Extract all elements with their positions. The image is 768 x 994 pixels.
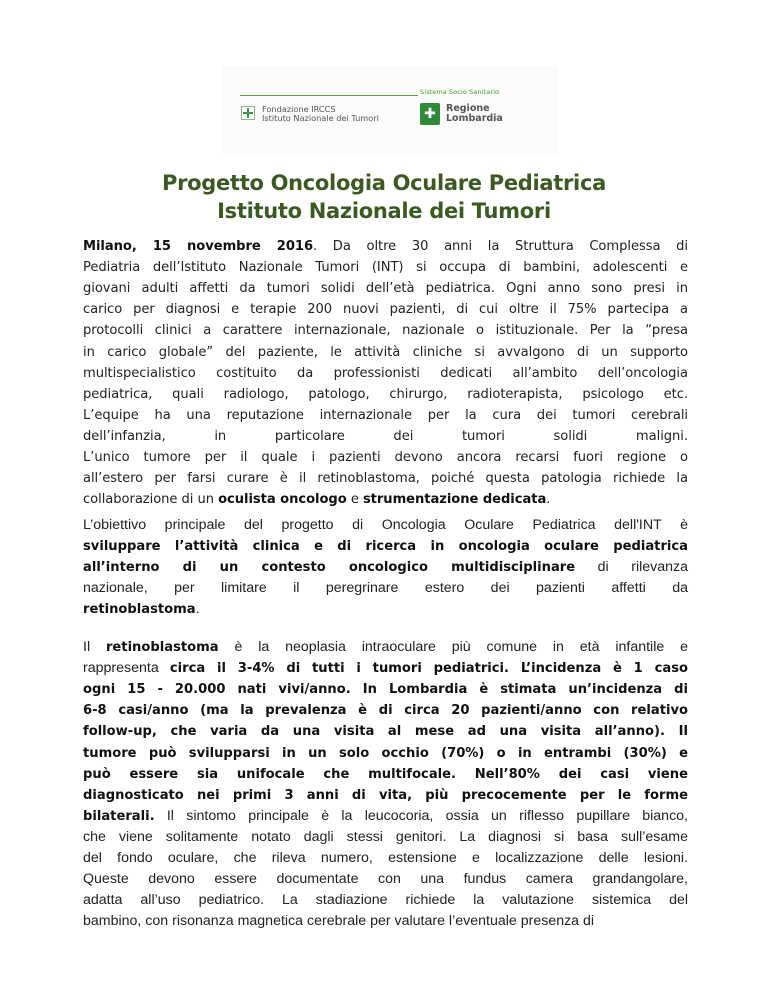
bold-text: all’interno di un contesto oncologico multidisciplinare xyxy=(83,560,576,576)
text-line xyxy=(83,321,688,341)
text-run: L’unico tumore per il quale i pazienti devono ancora recarsi fuori regione o xyxy=(83,450,688,465)
text-run: . xyxy=(195,601,200,618)
bold-text: follow-up, che varia da una visita al mese ad una visita all’anno). Il xyxy=(83,724,688,740)
text-run: multispecialistico costituito da professionisti dedicati all’ambito dell’oncologia xyxy=(83,365,688,381)
text-run: giovani adulti affetti da tumori solidi dell’età pediatrica. Ogni anno sono presi in xyxy=(83,281,688,297)
text-run: collaborazione di un xyxy=(83,492,219,508)
text-run: pediatrica, quali radiologo, patologo, chirurgo, radioterapista, psicologo etc. xyxy=(83,386,688,402)
int-cross-icon xyxy=(241,106,255,120)
text-line xyxy=(83,848,688,868)
text-run: adatta all’uso pediatrico. La stadiazione richiede la valutazione sistemica del xyxy=(83,892,688,909)
text-run: Pediatria dell’Istituto Nazionale Tumori (INT) si occupa di bambini, adolescenti e xyxy=(83,260,688,276)
text-line xyxy=(83,658,688,678)
text-line xyxy=(83,700,688,720)
text-line xyxy=(83,637,688,657)
text-run: rappresenta xyxy=(83,660,170,677)
text-run: e xyxy=(346,492,363,508)
text-run: Il sintomo principale è la leucocoria, ossia un riflesso pupillare bianco, xyxy=(154,807,688,824)
text-line xyxy=(83,578,688,598)
text-run: bambino, con risonanza magnetica cerebrale per valutare l’eventuale presenza di xyxy=(83,913,595,930)
text-line xyxy=(83,911,688,931)
text-line xyxy=(83,599,688,619)
text-line xyxy=(83,300,688,320)
logo-divider-line xyxy=(240,95,418,96)
text-line xyxy=(83,279,688,299)
bold-text: retinoblastoma xyxy=(105,640,219,655)
bold-text: Milano, 15 novembre 2016 xyxy=(83,239,314,254)
text-line xyxy=(83,427,688,447)
text-line xyxy=(83,806,688,826)
text-run: di rilevanza xyxy=(575,559,688,576)
text-run: del fondo oculare, che rileva numero, estensione e localizzazione delle lesioni. xyxy=(83,850,688,866)
text-run: protocolli clinici a carattere internazionale, nazionale o istituzionale. Per la “presa xyxy=(83,323,688,339)
bold-text: tumore può svilupparsi in un solo occhio (70%) o in entrambi (30%) e xyxy=(83,745,688,761)
bold-text: ogni 15 - 20.000 nati vivi/anno. In Lombardia è stimata un’incidenza di xyxy=(83,682,688,698)
regione-lombardia-text xyxy=(446,104,503,124)
text-run: che viene solitamente notato dagli stessi genitori. La diagnosi si basa sull’esame xyxy=(83,828,688,845)
text-run: . Da oltre 30 anni la Struttura Complessa di xyxy=(313,239,688,254)
text-run: è la neoplasia intraoculare più comune in età infantile e xyxy=(218,639,688,655)
int-logo-line2: Istituto Nazionale dei Tumori xyxy=(262,113,379,123)
int-logo-text xyxy=(262,105,379,123)
text-line xyxy=(83,258,688,278)
text-run: Il xyxy=(83,639,106,655)
text-line xyxy=(83,785,688,805)
text-line xyxy=(83,385,688,405)
bold-text: bilaterali. xyxy=(83,808,155,824)
text-run: in carico globale” del paziente, le attività cliniche si avvalgono di un supporto xyxy=(83,344,688,360)
text-line xyxy=(83,469,688,489)
bold-text: diagnosticato nei primi 3 anni di vita, più precocemente per le forme xyxy=(83,787,688,803)
text-line xyxy=(83,679,688,699)
text-line xyxy=(83,869,688,889)
bold-text: strumentazione dedicata xyxy=(362,492,547,508)
bold-text: può essere sia unifocale che multifocale. Nell’80% dei casi viene xyxy=(83,766,688,782)
text-run: all’estero per farsi curare è il retinoblastoma, poiché questa patologia richiede la xyxy=(83,471,688,487)
text-line xyxy=(83,536,688,556)
text-line xyxy=(83,237,688,257)
regione-lombardia-rose-icon: ✚ xyxy=(420,103,440,125)
text-line xyxy=(83,890,688,910)
text-line xyxy=(83,343,688,363)
text-line xyxy=(83,764,688,784)
text-line xyxy=(83,515,688,535)
bold-text: sviluppare l’attività clinica e di ricerca in oncologia oculare pediatrica xyxy=(83,539,688,555)
bold-text: oculista oncologo xyxy=(218,492,347,508)
text-run: nazionale, per limitare il peregrinare estero dei pazienti affetti da xyxy=(83,580,688,597)
text-line xyxy=(83,743,688,763)
document-title-line1: Progetto Oncologia Oculare Pediatrica xyxy=(162,171,606,195)
text-line xyxy=(83,448,688,468)
text-line xyxy=(83,557,688,577)
document-title-line2: Istituto Nazionale dei Tumori xyxy=(217,199,551,223)
text-line xyxy=(83,406,688,426)
text-run: . xyxy=(546,492,551,508)
text-run: L’obiettivo principale del progetto di Oncologia Oculare Pediatrica dell'INT è xyxy=(83,517,688,533)
region-line1: Regione xyxy=(446,103,490,114)
bold-text: retinoblastoma xyxy=(83,602,196,618)
bold-text: 6-8 casi/anno (ma la prevalenza è di circa 20 pazienti/anno con relativo xyxy=(83,703,688,719)
logo-sistema-socio-sanitario: Sistema Socio Sanitario xyxy=(420,88,500,96)
region-line2: Lombardia xyxy=(446,113,503,124)
text-line xyxy=(83,827,688,847)
text-line xyxy=(83,721,688,741)
text-run: dell’infanzia, in particolare dei tumori solidi maligni. xyxy=(83,428,688,444)
text-run: Queste devono essere documentate con una fundus camera grandangolare, xyxy=(83,871,688,888)
text-run: carico per diagnosi e terapie 200 nuovi pazienti, di cui oltre il 75% partecipa a xyxy=(83,302,688,318)
bold-text: circa il 3-4% di tutti i tumori pediatrici. L’incidenza è 1 caso xyxy=(169,661,688,677)
text-line xyxy=(83,364,688,384)
text-run: L’equipe ha una reputazione internazionale per la cura dei tumori cerebrali xyxy=(83,407,688,423)
text-line xyxy=(83,490,688,510)
int-logo-line1: Fondazione IRCCS xyxy=(262,104,336,114)
